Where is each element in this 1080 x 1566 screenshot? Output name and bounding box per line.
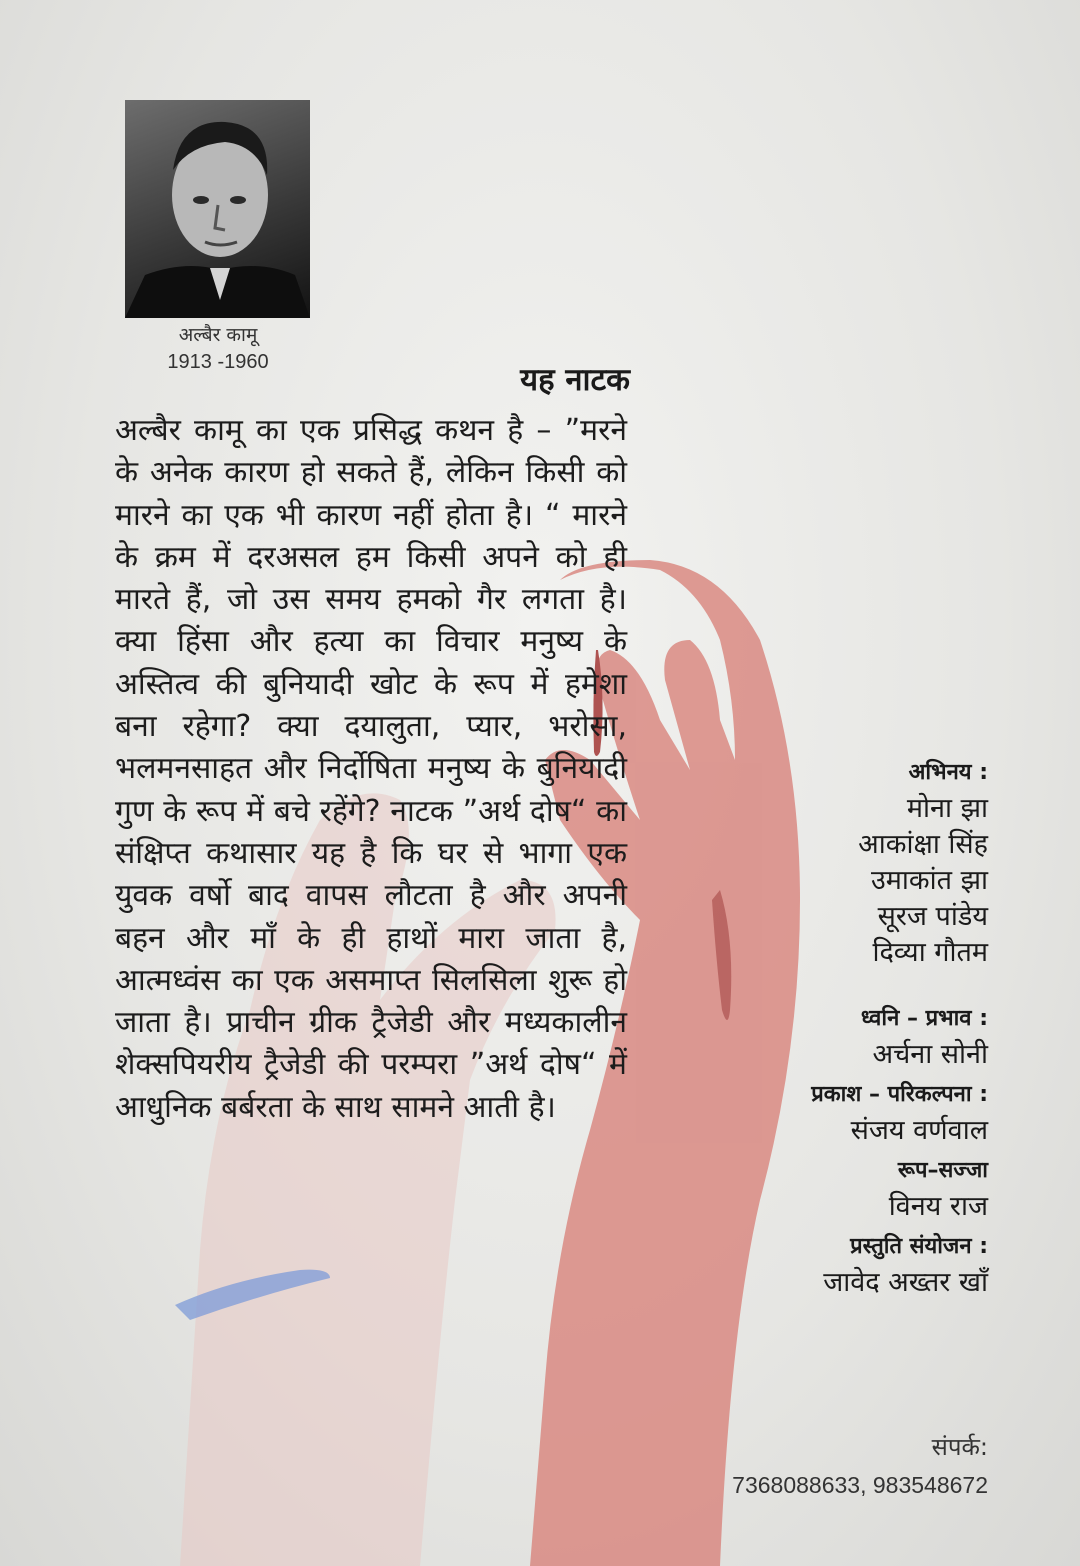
acting-label: अभिनय : <box>908 760 988 785</box>
sound-name: अर्चना सोनी <box>872 1039 988 1070</box>
coordination-label: प्रस्तुति संयोजन : <box>850 1234 988 1259</box>
makeup-name: विनय राज <box>888 1191 988 1222</box>
actor-name: सूरज पांडेय <box>877 901 988 932</box>
actor-name: दिव्या गौतम <box>872 937 988 968</box>
lighting-label: प्रकाश – परिकल्पना : <box>811 1082 988 1107</box>
portrait-years: 1913 -1960 <box>167 351 269 373</box>
section-heading: यह नाटक <box>520 362 630 398</box>
portrait-caption <box>128 322 308 376</box>
credits-list <box>668 755 988 1301</box>
contact-block <box>732 1428 988 1504</box>
actor-name: मोना झा <box>906 793 988 824</box>
contact-numbers: 7368088633, 983548672 <box>732 1472 988 1498</box>
synopsis-paragraph: अल्बैर कामू का एक प्रसिद्ध कथन है – ”मरने के अनेक कारण हो सकते हैं, लेकिन किसी को मारने का एक भी कारण नहीं होता है। “ मारने के क्रम में दरअसल हम किसी अपने को ही मारते हैं, जो उस समय हमको गैर लगता है। क्या हिंसा और हत्या का विचार मनुष्य के अस्तित्व की बुनियादी खोट के रूप में हमेशा बना रहेगा? क्या दयालुता, प्यार, भरोसा, भलमनसाहत और निर्दोषिता मनुष्य के बुनियादी गुण के रूप में बचे रहेंगे? नाटक ”अर्थ दोष“ का संक्षिप्त कथासार यह है कि घर से भागा एक युवक वर्षो बाद वापस लौटता है और अपनी बहन और माँ के ही हाथों मारा जाता है, आत्मध्वंस का एक असमाप्त सिलसिला शुरू हो जाता है। प्राचीन ग्रीक ट्रैजेडी और मध्यकालीन शेक्सपियरीय ट्रैजेडी की परम्परा ”अर्थ दोष“ में आधुनिक बर्बरता के साथ सामने आती है। <box>115 413 627 1125</box>
makeup-label: रूप–सज्जा <box>897 1158 988 1183</box>
actor-name: उमाकांत झा <box>870 865 988 896</box>
contact-label: संपर्क: <box>931 1433 988 1461</box>
portrait-name: अल्बैर कामू <box>178 324 258 346</box>
lighting-name: संजय वर्णवाल <box>850 1115 988 1146</box>
coordination-name: जावेद अख्तर खाँ <box>823 1267 988 1298</box>
actor-name: आकांक्षा सिंह <box>858 829 988 860</box>
portrait-photo <box>125 100 310 318</box>
sound-label: ध्वनि – प्रभाव : <box>860 1006 988 1031</box>
